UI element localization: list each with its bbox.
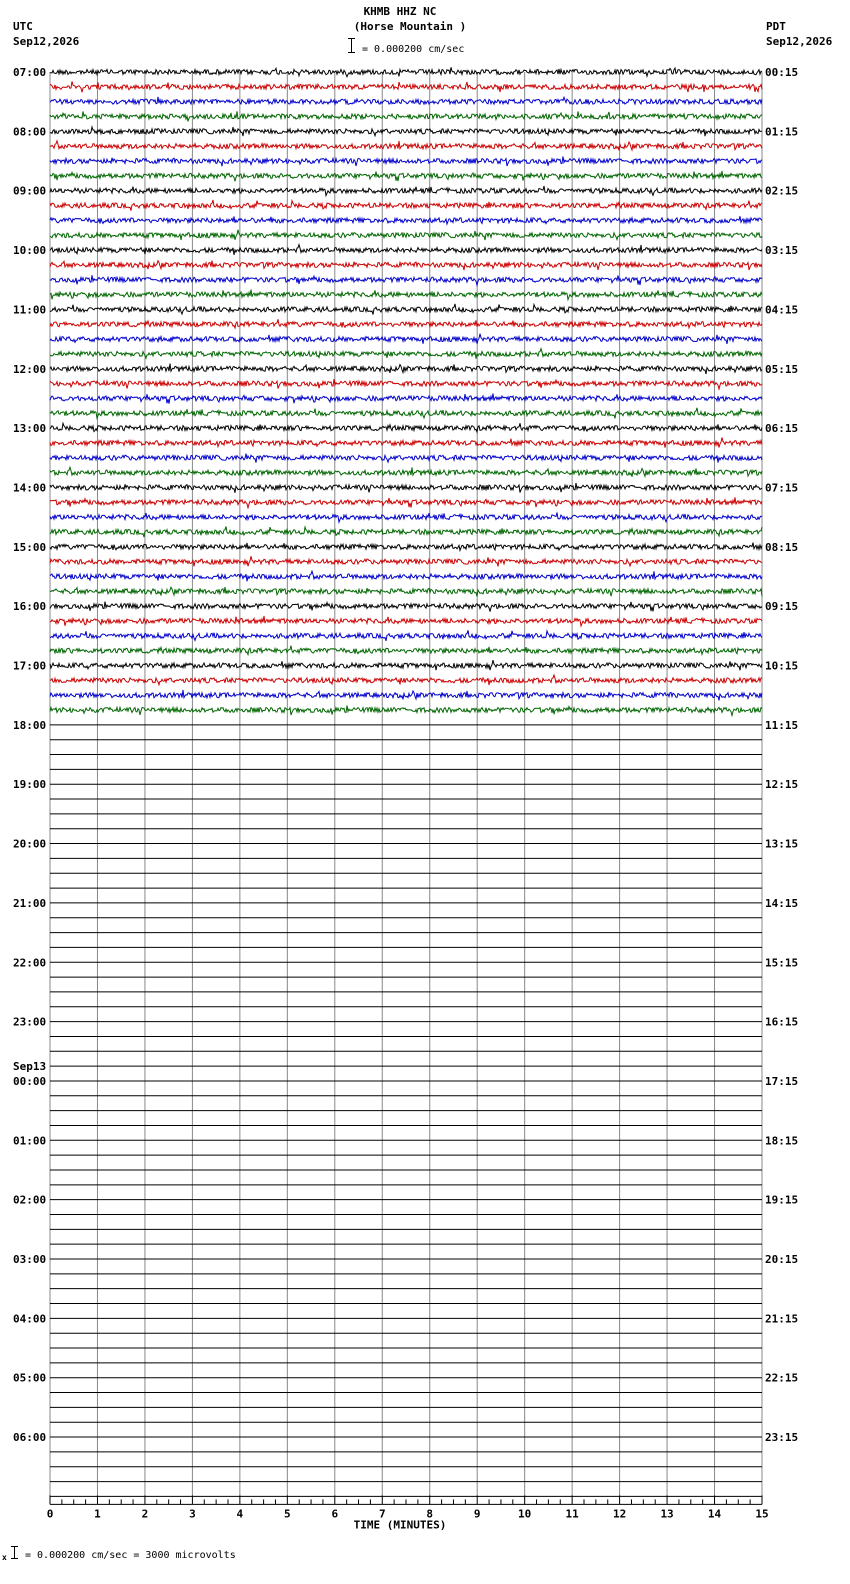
pdt-hour-label: 04:15 xyxy=(765,303,799,317)
pdt-hour-label: 09:15 xyxy=(765,600,799,614)
x-tick-label: 3 xyxy=(189,1507,196,1521)
seismic-trace xyxy=(50,706,762,716)
seismic-trace xyxy=(50,304,762,315)
pdt-hour-label: 07:15 xyxy=(765,481,799,495)
pdt-hour-label: 10:15 xyxy=(765,659,799,673)
pdt-hour-label: 13:15 xyxy=(765,837,799,851)
seismic-trace xyxy=(50,200,762,211)
utc-hour-label: 04:00 xyxy=(13,1312,47,1326)
pdt-hour-label: 01:15 xyxy=(765,125,799,139)
pdt-hour-label: 06:15 xyxy=(765,422,799,436)
x-tick-label: 5 xyxy=(284,1507,291,1521)
seismic-trace xyxy=(50,467,762,477)
seismic-trace xyxy=(50,616,762,626)
right-timezone: PDT xyxy=(766,20,786,33)
seismic-trace xyxy=(50,334,762,344)
utc-hour-label: 23:00 xyxy=(13,1015,47,1029)
seismic-trace xyxy=(50,587,762,596)
pdt-hour-label: 14:15 xyxy=(765,896,799,910)
seismic-trace xyxy=(50,275,762,285)
seismic-trace xyxy=(50,97,762,104)
seismic-trace xyxy=(50,261,762,271)
pdt-hour-label: 11:15 xyxy=(765,718,799,732)
footer-scale-bar-cap-bottom xyxy=(11,1558,18,1559)
utc-hour-label: 20:00 xyxy=(13,837,47,851)
utc-hour-label: 10:00 xyxy=(13,244,47,258)
seismic-trace xyxy=(50,319,762,328)
pdt-hour-label: 18:15 xyxy=(765,1134,799,1148)
seismic-trace xyxy=(50,171,762,181)
seismic-trace xyxy=(50,290,762,300)
utc-hour-label: 16:00 xyxy=(13,600,47,614)
seismic-trace xyxy=(50,675,762,685)
utc-hour-label: 13:00 xyxy=(13,422,47,436)
seismic-trace xyxy=(50,527,762,538)
seismic-trace xyxy=(50,141,762,151)
utc-hour-label: 00:00 xyxy=(13,1074,47,1088)
seismic-trace xyxy=(50,157,762,167)
seismic-trace xyxy=(50,630,762,641)
seismic-trace xyxy=(50,349,762,359)
pdt-hour-label: 19:15 xyxy=(765,1193,799,1207)
utc-hour-label: 01:00 xyxy=(13,1134,47,1148)
utc-hour-label: 18:00 xyxy=(13,718,47,732)
utc-hour-label: 07:00 xyxy=(13,66,47,79)
footer-scale-bar-cap-top xyxy=(11,1546,18,1547)
pdt-hour-label: 21:15 xyxy=(765,1312,799,1326)
utc-hour-label: 11:00 xyxy=(13,303,47,317)
pdt-hour-label: 23:15 xyxy=(765,1431,799,1445)
seismic-trace xyxy=(50,81,762,92)
x-tick-label: 9 xyxy=(473,1507,481,1521)
seismic-trace xyxy=(50,230,762,240)
station-title: KHMB HHZ NC xyxy=(363,5,437,18)
seismic-trace xyxy=(50,379,762,389)
pdt-hour-label: 16:15 xyxy=(765,1015,799,1029)
seismic-trace xyxy=(50,497,762,507)
seismic-trace xyxy=(50,216,762,224)
seismic-trace xyxy=(50,454,762,463)
seismic-trace xyxy=(50,67,762,76)
seismic-trace xyxy=(50,660,762,670)
footer-scale-note: = 0.000200 cm/sec = 3000 microvolts xyxy=(25,1550,236,1561)
right-date: Sep12,2026 xyxy=(766,35,833,48)
seismic-trace xyxy=(50,513,762,523)
x-tick-label: 13 xyxy=(660,1507,674,1521)
seismic-trace xyxy=(50,483,762,493)
utc-hour-label: 14:00 xyxy=(13,481,47,495)
footer-marker: x xyxy=(2,1553,7,1562)
date-change-label: Sep13 xyxy=(13,1059,47,1073)
x-tick-label: 6 xyxy=(331,1507,339,1521)
seismic-trace xyxy=(50,127,762,136)
seismic-trace xyxy=(50,543,762,551)
x-tick-label: 0 xyxy=(46,1507,54,1521)
x-tick-label: 10 xyxy=(518,1507,532,1521)
pdt-hour-label: 12:15 xyxy=(765,778,799,792)
seismic-trace xyxy=(50,245,762,255)
utc-hour-label: 21:00 xyxy=(13,896,47,910)
utc-hour-label: 22:00 xyxy=(13,956,47,970)
seismic-trace xyxy=(50,646,762,655)
seismic-trace xyxy=(50,438,762,448)
utc-hour-label: 02:00 xyxy=(13,1193,47,1207)
x-tick-label: 1 xyxy=(94,1507,101,1521)
x-tick-label: 15 xyxy=(755,1507,769,1521)
left-date: Sep12,2026 xyxy=(13,35,80,48)
x-tick-label: 12 xyxy=(612,1507,627,1521)
left-timezone: UTC xyxy=(13,20,33,33)
utc-hour-label: 19:00 xyxy=(13,778,47,792)
x-tick-label: 8 xyxy=(426,1507,434,1521)
x-tick-label: 14 xyxy=(707,1507,722,1521)
seismic-trace xyxy=(50,602,762,612)
seismic-trace xyxy=(50,556,762,566)
pdt-hour-label: 03:15 xyxy=(765,244,799,258)
pdt-hour-label: 20:15 xyxy=(765,1253,799,1266)
x-axis-label: TIME (MINUTES) xyxy=(353,1518,447,1532)
seismic-trace xyxy=(50,111,762,121)
x-tick-label: 4 xyxy=(236,1507,244,1521)
station-location: (Horse Mountain ) xyxy=(353,20,467,33)
utc-hour-label: 12:00 xyxy=(13,362,47,376)
x-tick-label: 7 xyxy=(378,1507,386,1521)
utc-hour-label: 06:00 xyxy=(13,1431,47,1445)
pdt-hour-label: 05:15 xyxy=(765,362,799,376)
utc-hour-label: 05:00 xyxy=(13,1371,47,1385)
scale-label: = 0.000200 cm/sec xyxy=(362,44,465,55)
utc-hour-label: 17:00 xyxy=(13,659,47,673)
seismic-trace xyxy=(50,364,762,374)
seismic-trace xyxy=(50,393,762,403)
seismic-trace xyxy=(50,571,762,581)
utc-hour-label: 09:00 xyxy=(13,184,47,198)
seismic-trace xyxy=(50,408,762,419)
pdt-hour-label: 22:15 xyxy=(765,1371,799,1385)
pdt-hour-label: 17:15 xyxy=(765,1074,799,1088)
x-tick-label: 2 xyxy=(141,1507,149,1521)
seismic-trace xyxy=(50,186,762,196)
pdt-hour-label: 08:15 xyxy=(765,540,799,554)
pdt-hour-label: 02:15 xyxy=(765,184,799,198)
pdt-hour-label: 00:15 xyxy=(765,66,799,79)
x-tick-label: 11 xyxy=(565,1507,579,1521)
utc-hour-label: 15:00 xyxy=(13,540,47,554)
utc-hour-label: 08:00 xyxy=(13,125,47,139)
pdt-hour-label: 15:15 xyxy=(765,956,799,970)
utc-hour-label: 03:00 xyxy=(13,1253,47,1266)
seismic-trace xyxy=(50,690,762,700)
seismic-trace xyxy=(50,423,762,432)
